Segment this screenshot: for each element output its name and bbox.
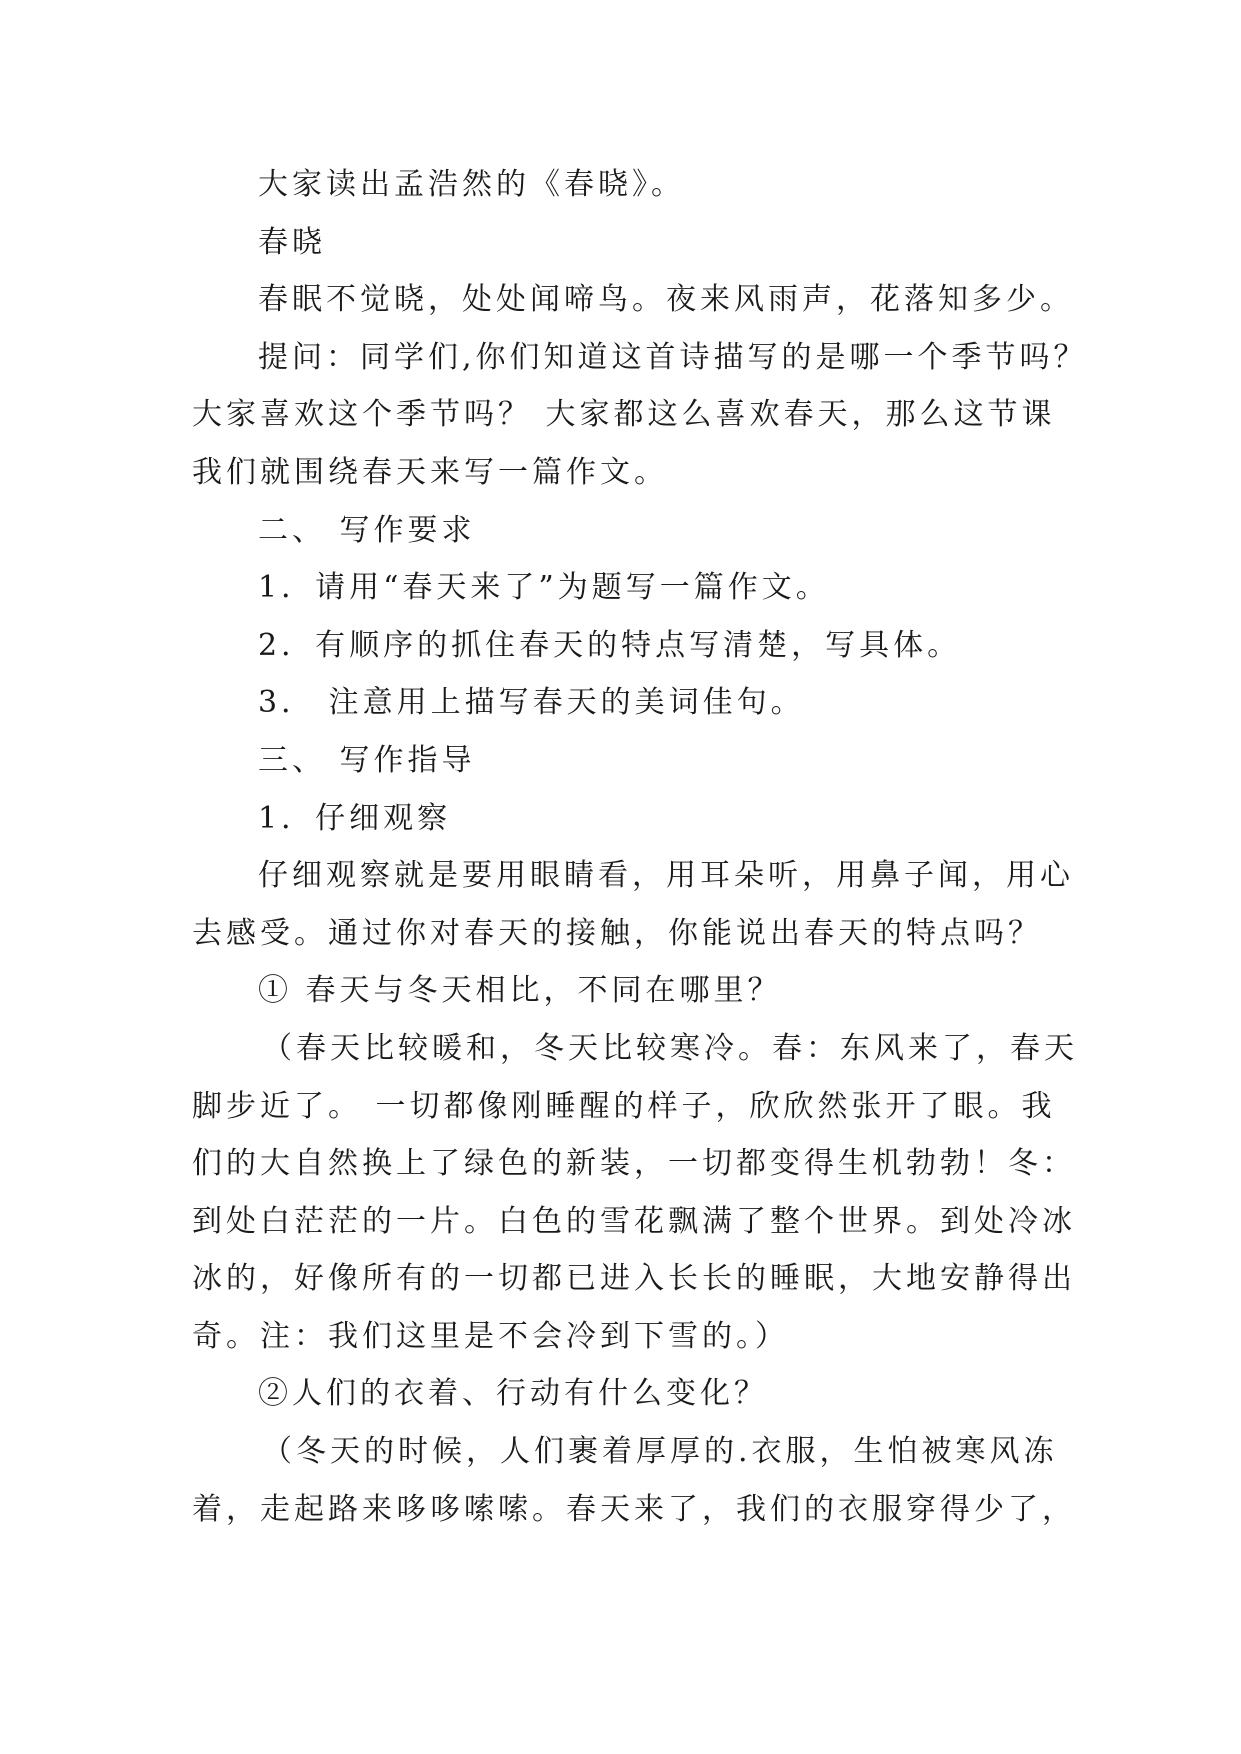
paragraph-line: 到处白茫茫的一片。白色的雪花飘满了整个世界。到处冷冰 xyxy=(192,1203,1076,1239)
paragraph-line: 大家读出孟浩然的《春晓》。 xyxy=(258,167,685,202)
section-heading: 三、 写作指导 xyxy=(258,742,476,778)
list-item: 2．有顺序的抓住春天的特点写清楚，写具体。 xyxy=(258,627,962,663)
section-heading: 二、 写作要求 xyxy=(258,512,476,548)
paragraph-line: （春天比较暖和，冬天比较寒冷。春：东风来了，春天 xyxy=(262,1030,1078,1066)
paragraph-line: 脚步近了。 一切都像刚睡醒的样子，欣欣然张开了眼。我 xyxy=(192,1088,1056,1124)
paragraph-line: 们的大自然换上了绿色的新装，一切都变得生机勃勃！冬： xyxy=(192,1146,1076,1182)
document-body xyxy=(192,156,1088,1538)
paragraph-line: 仔细观察就是要用眼睛看，用耳朵听，用鼻子闻，用心 xyxy=(258,858,1074,894)
paragraph-line: 奇。注：我们这里是不会冷到下雪的。） xyxy=(192,1318,789,1354)
question-item: ②人们的衣着、行动有什么变化？ xyxy=(258,1376,768,1412)
paragraph-line: 冰的，好像所有的一切都已进入长长的睡眠，大地安静得出 xyxy=(192,1261,1076,1297)
question-item: ① 春天与冬天相比，不同在哪里？ xyxy=(258,973,782,1009)
paragraph-line: 大家喜欢这个季节吗？ 大家都这么喜欢春天，那么这节课 xyxy=(192,397,1056,433)
subsection-heading: 1．仔细观察 xyxy=(258,800,452,836)
poem-title: 春晓 xyxy=(258,224,326,260)
poem-text: 春眠不觉晓，处处闻啼鸟。夜来风雨声，花落知多少。 xyxy=(258,282,1074,318)
paragraph-line: 着，走起路来哆哆嗦嗦。春天来了，我们的衣服穿得少了， xyxy=(192,1491,1076,1527)
paragraph-line: 我们就围绕春天来写一篇作文。 xyxy=(192,454,668,490)
list-item: 1．请用“春天来了”为题写一篇作文。 xyxy=(258,570,830,606)
paragraph-line: 去感受。通过你对春天的接触，你能说出春天的特点吗？ xyxy=(192,915,1042,951)
paragraph-line: 提问：同学们,你们知道这首诗描写的是哪一个季节吗？ xyxy=(258,339,1088,375)
list-item: 3． 注意用上描写春天的美词佳句。 xyxy=(258,685,805,721)
paragraph-line: （冬天的时候，人们裹着厚厚的.衣服，生怕被寒风冻 xyxy=(262,1434,1058,1470)
